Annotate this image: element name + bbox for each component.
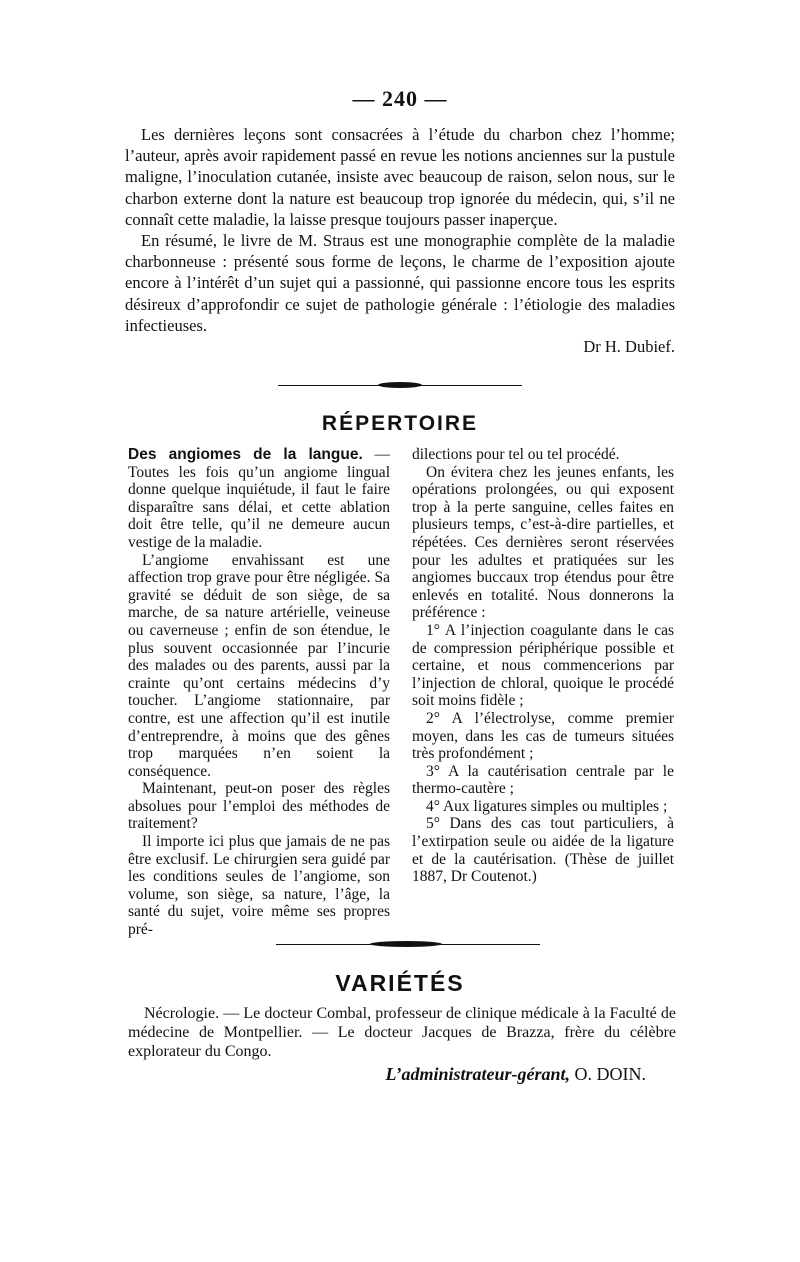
article-text: — Toutes les fois qu’un angiome lingual donne quelque inquiétude, il faut le faire disparaître sans délai, et cette ablation doit être telle, qu’il ne demeure aucun vestige de la maladie.: [128, 446, 390, 551]
administrator-line: [385, 1064, 646, 1085]
ornament-flourish: [370, 941, 442, 947]
intro-paragraph: En résumé, le livre de M. Straus est une monographie complète de la maladie charbonneuse : présenté sous forme de leçons, le charme de l’exposition ajoute encore à l’intérêt d’un sujet qui a passionné, qui passionne encore tous les esprits désireux d’approfondir ce sujet de pathologie générale : l’étiologie des maladies infectieuses.: [125, 231, 675, 335]
article-paragraph: 5° Dans des cas tout particuliers, à l’extirpation seule ou aidée de la ligature et de la cautérisation. (Thèse de juillet 1887, Dr Coutenot.): [412, 815, 674, 886]
repertoire-right-column: [412, 446, 674, 886]
author-signature: Dr H. Dubief.: [583, 337, 675, 357]
repertoire-left-column: [128, 446, 390, 939]
article-paragraph: 2° A l’électrolyse, comme premier moyen, dans les cas de tumeurs situées très profondément ;: [412, 709, 674, 763]
article-paragraph: On évitera chez les jeunes enfants, les opérations prolongées, ou qui exposent trop à la perte sanguine, celles faites en plusieurs temps, c’est-à-dire partielles, et répétées. Ces dernières seront réservées pour les adultes et pratiquées sur les angiomes buccaux trop étendus pour être enlevés en totalité. Nous donnerons la préférence :: [412, 463, 674, 622]
article-heading: Des angiomes de la langue.: [128, 446, 363, 463]
ornament-flourish: [378, 382, 422, 388]
article-opening: [128, 446, 390, 552]
article-paragraph: Maintenant, peut-on poser des règles absolues pour l’emploi des méthodes de traitement?: [128, 780, 390, 833]
article-paragraph: 4° Aux ligatures simples ou multiples ;: [426, 797, 668, 815]
necrology-text: Nécrologie. — Le docteur Combal, professeur de clinique médicale à la Faculté de médecine de Montpellier. — Le docteur Jacques de Brazza, frère du célèbre explorateur du Congo.: [128, 1005, 676, 1061]
administrator-label: L’administrateur-gérant,: [385, 1064, 570, 1084]
repertoire-title: RÉPERTOIRE: [321, 412, 479, 435]
intro-paragraph: Les dernières leçons sont consacrées à l’étude du charbon chez l’homme; l’auteur, après avoir rapidement passé en revue les notions anciennes sur la pustule maligne, l’inoculation cutanée, insiste avec beaucoup de raison, selon nous, sur le charbon externe dont la nature est beaucoup trop ignorée du médecin, qui, s’il ne connaît cette maladie, la laisse presque toujours passer inaperçue.: [125, 125, 675, 229]
varietes-section: [128, 1004, 676, 1062]
article-paragraph: 1° A l’injection coagulante dans le cas de compression périphérique possible et certaine, et nous commencerions par l’injection de chloral, quoique le procédé soit moins fidèle ;: [412, 621, 674, 710]
varietes-title: VARIÉTÉS: [335, 970, 465, 996]
article-paragraph: Il importe ici plus que jamais de ne pas être exclusif. Le chirurgien sera guidé par les conditions seules de l’angiome, son volume, son siège, sa nature, l’âge, la santé du sujet, voire même ses propres pré-: [128, 833, 390, 939]
article-paragraph: dilections pour tel ou tel procédé.: [412, 446, 620, 463]
administrator-name: O. DOIN.: [574, 1064, 646, 1084]
intro-section: [125, 124, 675, 357]
article-paragraph: L’angiome envahissant est une affection trop grave pour être négligée. Sa gravité se déduit de son siège, de sa marche, de sa nature artérielle, veineuse ou caverneuse ; enfin de son étendue, le plus souvent occasionnée par l’incurie des malades ou des parents, aussi par la crainte qu’ont certains médecins d’y toucher. L’angiome stationnaire, par contre, est une affection qu’il est inutile d’entreprendre, à moins que des gênes trop marquées n’en soient la conséquence.: [128, 551, 390, 780]
page-number: — 240 —: [352, 86, 448, 111]
article-paragraph: 3° A la cautérisation centrale par le thermo-cautère ;: [412, 762, 674, 798]
